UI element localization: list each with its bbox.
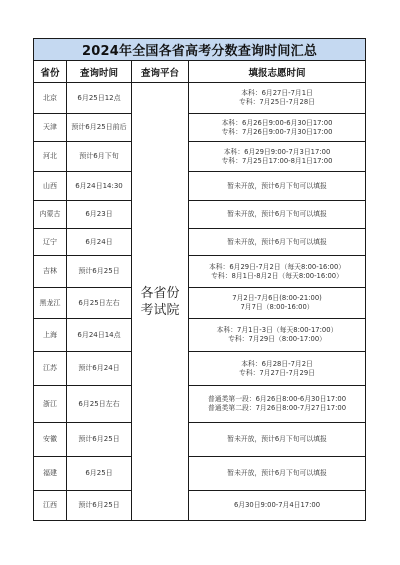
apply-time-line: 专科：7月25日17:00-8月1日17:00 <box>221 156 333 165</box>
province-cell: 内蒙古 <box>34 201 67 229</box>
province-cell: 山西 <box>34 172 67 201</box>
apply-time-line: 暂未开放，预计6月下旬可以填报 <box>227 210 327 218</box>
header-province: 省份 <box>34 61 67 83</box>
query-time-cell: 6月25日12点 <box>67 83 132 114</box>
table-row <box>34 114 366 142</box>
apply-time-cell <box>189 288 366 319</box>
apply-time-cell <box>189 319 366 352</box>
header-row <box>34 61 366 83</box>
apply-time-cell <box>189 491 366 521</box>
province-cell: 福建 <box>34 457 67 491</box>
table-row <box>34 201 366 229</box>
apply-time-line: 专科：8月1日-8月2日（每天8:00-16:00） <box>211 271 343 280</box>
table-row <box>34 142 366 172</box>
header-query-time: 查询时间 <box>67 61 132 83</box>
apply-time-cell <box>189 457 366 491</box>
header-platform: 查询平台 <box>132 61 189 83</box>
table-row <box>34 352 366 386</box>
apply-time-line: 本科：6月29日-7月2日（每天8:00-16:00） <box>208 262 346 271</box>
platform-text: 各省份考试院 <box>140 285 180 318</box>
apply-time-cell <box>189 423 366 457</box>
province-cell: 上海 <box>34 319 67 352</box>
apply-time-line: 6月30日9:00-7月4日17:00 <box>233 501 321 509</box>
province-cell: 北京 <box>34 83 67 114</box>
table-row <box>34 457 366 491</box>
apply-time-line: 本科：6月26日9:00-6月30日17:00 <box>221 118 333 127</box>
apply-time-cell <box>189 256 366 288</box>
apply-time-line: 普通类第一段：6月26日8:00-6月30日17:00 <box>208 395 347 403</box>
query-time-cell: 6月25日左右 <box>67 386 132 423</box>
apply-time-line: 暂未开放，预计6月下旬可以填报 <box>227 237 327 246</box>
apply-time-line: 暂未开放，预计6月下旬可以填报 <box>227 435 327 443</box>
apply-time-line: 本科：6月27日-7月1日 <box>241 89 313 97</box>
apply-time-cell <box>189 172 366 201</box>
apply-time-line: 本科：6月28日-7月2日 <box>241 359 313 368</box>
query-time-cell: 6月25日左右 <box>67 288 132 319</box>
table-row <box>34 386 366 423</box>
platform-cell <box>132 83 189 521</box>
query-time-cell: 预计6月25日 <box>67 491 132 521</box>
table-row <box>34 319 366 352</box>
table-row <box>34 229 366 256</box>
table-row <box>34 288 366 319</box>
query-time-cell: 预计6月24日 <box>67 352 132 386</box>
query-time-cell: 6月23日 <box>67 201 132 229</box>
province-cell: 天津 <box>34 114 67 142</box>
query-time-cell: 预计6月25日 <box>67 256 132 288</box>
query-time-cell: 6月24日14:30 <box>67 172 132 201</box>
apply-time-cell <box>189 352 366 386</box>
apply-time-cell <box>189 83 366 114</box>
table-title: 2024年全国各省高考分数查询时间汇总 <box>34 39 366 61</box>
table-row <box>34 491 366 521</box>
apply-time-line: 专科：7月27日-7月29日 <box>239 368 316 377</box>
apply-time-line: 7月2日-7月6日(8:00-21:00) <box>232 294 322 302</box>
province-cell: 河北 <box>34 142 67 172</box>
table-row <box>34 256 366 288</box>
query-time-cell: 预计6月25日前后 <box>67 114 132 142</box>
score-query-table <box>33 38 366 521</box>
apply-time-cell <box>189 142 366 172</box>
province-cell: 江西 <box>34 491 67 521</box>
province-cell: 江苏 <box>34 352 67 386</box>
province-cell: 安徽 <box>34 423 67 457</box>
table-row <box>34 83 366 114</box>
apply-time-line: 本科：7月1日-3日（每天8:00-17:00） <box>216 326 338 334</box>
apply-time-cell <box>189 229 366 256</box>
apply-time-line: 本科：6月29日9:00-7月3日17:00 <box>223 147 331 156</box>
province-cell: 黑龙江 <box>34 288 67 319</box>
title-row <box>34 39 366 61</box>
apply-time-line: 暂未开放，预计6月下旬可以填报 <box>227 181 327 190</box>
apply-time-line: 专科：7月26日9:00-7月30日17:00 <box>221 127 333 136</box>
query-time-cell: 预计6月下旬 <box>67 142 132 172</box>
query-time-cell: 预计6月25日 <box>67 423 132 457</box>
summary-sheet <box>33 38 365 521</box>
apply-time-line: 7月7日（8:00-16:00） <box>240 303 314 311</box>
apply-time-cell <box>189 201 366 229</box>
province-cell: 浙江 <box>34 386 67 423</box>
apply-time-line: 普通类第二段：7月26日8:00-7月27日17:00 <box>208 404 347 412</box>
table-row <box>34 172 366 201</box>
apply-time-line: 暂未开放，预计6月下旬可以填报 <box>227 469 327 477</box>
apply-time-line: 专科：7月29日（8:00-17:00） <box>228 335 326 343</box>
header-apply-time: 填报志愿时间 <box>189 61 366 83</box>
apply-time-cell <box>189 386 366 423</box>
query-time-cell: 6月25日 <box>67 457 132 491</box>
query-time-cell: 6月24日14点 <box>67 319 132 352</box>
apply-time-line: 专科：7月25日-7月28日 <box>239 98 316 106</box>
province-cell: 辽宁 <box>34 229 67 256</box>
province-cell: 吉林 <box>34 256 67 288</box>
apply-time-cell <box>189 114 366 142</box>
table-row <box>34 423 366 457</box>
query-time-cell: 6月24日 <box>67 229 132 256</box>
